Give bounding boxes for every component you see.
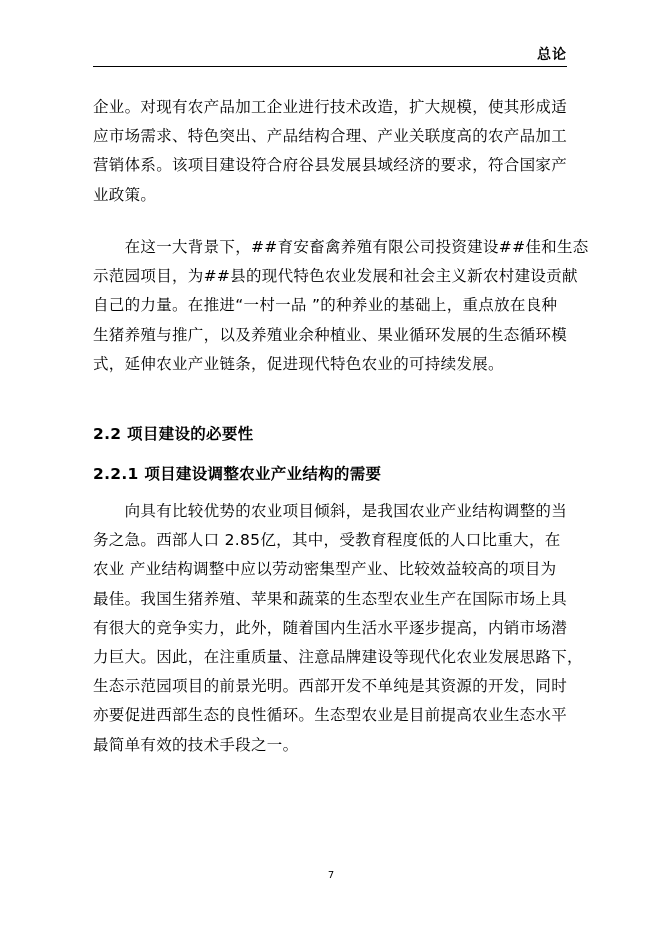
paragraph-line: 生态示范园项目的前景光明。西部开发不单纯是其资源的开发，同时	[93, 677, 568, 696]
paragraph-line: 应市场需求、特色突出、产品结构合理、产业关联度高的农产品加工	[93, 127, 568, 146]
paragraph-line: 生猪养殖与推广，以及养殖业余种植业、果业循环发展的生态循环模	[93, 325, 568, 344]
page-number: 7	[327, 870, 335, 881]
paragraph-line: 农业 产业结构调整中应以劳动密集型产业、比较效益较高的项目为	[93, 560, 557, 579]
paragraph-line: 式，延伸农业产业链条，促进现代特色农业的可持续发展。	[93, 354, 504, 373]
header-section-label: 总论	[537, 47, 567, 63]
paragraph-necessity	[93, 497, 583, 760]
section-heading: 2.2 项目建设的必要性	[93, 425, 254, 443]
paragraph-line: 在这一大背景下，##育安畜禽养殖有限公司投资建设##佳和生态	[93, 238, 589, 256]
subsection-heading: 2.2.1 项目建设调整农业产业结构的需要	[93, 465, 382, 483]
paragraph-line: 最佳。我国生猪养殖、苹果和蔬菜的生态型农业生产在国际市场上具	[93, 589, 568, 608]
paragraph-intro	[93, 93, 573, 210]
paragraph-line: 示范园项目，为##县的现代特色农业发展和社会主义新农村建设贡献	[93, 267, 578, 286]
paragraph-background	[93, 233, 589, 379]
paragraph-line: 营销体系。该项目建设符合府谷县发展县域经济的要求，符合国家产	[93, 156, 568, 175]
paragraph-line: 业政策。	[93, 185, 157, 204]
paragraph-line: 务之急。西部人口 2.85亿，其中，受教育程度低的人口比重大，在	[93, 531, 561, 550]
paragraph-line: 企业。对现有农产品加工企业进行技术改造，扩大规模，使其形成适	[93, 98, 568, 116]
paragraph-line: 最简单有效的技术手段之一。	[93, 735, 299, 754]
paragraph-line: 向具有比较优势的农业项目倾斜，是我国农业产业结构调整的当	[93, 502, 568, 520]
paragraph-line: 有很大的竞争实力，此外，随着国内生活水平逐步提高，内销市场潜	[93, 618, 568, 637]
paragraph-line: 力巨大。因此，在注重质量、注意品牌建设等现代化农业发展思路下，	[93, 648, 583, 667]
header-divider	[93, 66, 567, 67]
paragraph-line: 亦要促进西部生态的良性循环。生态型农业是目前提高农业生态水平	[93, 706, 568, 725]
paragraph-line: 自己的力量。在推进“一村一品 ”的种养业的基础上，重点放在良种	[93, 296, 558, 315]
